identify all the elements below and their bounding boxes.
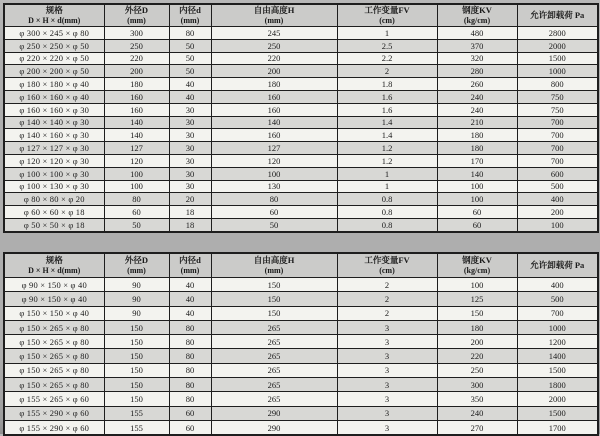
col-header-unit: (kg/cm) bbox=[463, 265, 491, 275]
col-header-unit: D × H × d(mm) bbox=[28, 265, 81, 275]
cell-allowable-load: 100 bbox=[517, 218, 598, 231]
cell-stiffness: 220 bbox=[437, 349, 517, 363]
cell-allowable-load: 400 bbox=[517, 278, 598, 292]
cell-working-travel: 1.2 bbox=[337, 154, 437, 167]
table-row bbox=[4, 154, 598, 167]
cell-outer-diameter: 220 bbox=[104, 52, 169, 65]
cell-inner-diameter: 50 bbox=[169, 39, 211, 52]
cell-spec: φ 160 × 160 × φ 30 bbox=[4, 103, 104, 116]
col-header-label: 内径d bbox=[179, 255, 201, 266]
cell-spec: φ 200 × 200 × φ 50 bbox=[4, 65, 104, 78]
col-header-unit: (kg/cm) bbox=[463, 15, 491, 25]
cell-stiffness: 60 bbox=[437, 206, 517, 219]
cell-working-travel: 1 bbox=[337, 167, 437, 180]
table-row bbox=[4, 65, 598, 78]
cell-free-height: 290 bbox=[211, 406, 337, 420]
cell-free-height: 160 bbox=[211, 129, 337, 142]
cell-inner-diameter: 80 bbox=[169, 320, 211, 334]
table-row bbox=[4, 27, 598, 40]
cell-working-travel: 2 bbox=[337, 278, 437, 292]
col-header-working-travel bbox=[337, 4, 437, 27]
col-header-label: 自由高度H bbox=[253, 5, 295, 16]
cell-working-travel: 2.2 bbox=[337, 52, 437, 65]
cell-working-travel: 3 bbox=[337, 363, 437, 377]
cell-outer-diameter: 150 bbox=[104, 320, 169, 334]
table-row bbox=[4, 335, 598, 349]
cell-outer-diameter: 150 bbox=[104, 349, 169, 363]
cell-spec: φ 180 × 180 × φ 40 bbox=[4, 78, 104, 91]
upper-spec-table-grid bbox=[3, 3, 599, 233]
cell-spec: φ 150 × 265 × φ 80 bbox=[4, 363, 104, 377]
cell-outer-diameter: 160 bbox=[104, 90, 169, 103]
cell-stiffness: 60 bbox=[437, 218, 517, 231]
table-row bbox=[4, 206, 598, 219]
table-row bbox=[4, 420, 598, 435]
cell-spec: φ 250 × 250 × φ 50 bbox=[4, 39, 104, 52]
cell-allowable-load: 500 bbox=[517, 292, 598, 306]
cell-outer-diameter: 200 bbox=[104, 65, 169, 78]
col-header-unit: (cm) bbox=[379, 15, 395, 25]
cell-outer-diameter: 150 bbox=[104, 363, 169, 377]
upper-spec-table bbox=[3, 3, 597, 233]
cell-stiffness: 170 bbox=[437, 154, 517, 167]
table-row bbox=[4, 363, 598, 377]
cell-spec: φ 150 × 265 × φ 80 bbox=[4, 335, 104, 349]
table-row bbox=[4, 278, 598, 292]
cell-allowable-load: 600 bbox=[517, 167, 598, 180]
col-header-outer-diameter bbox=[104, 4, 169, 27]
col-header-label: 工作变量FV bbox=[364, 5, 410, 16]
cell-inner-diameter: 30 bbox=[169, 167, 211, 180]
cell-outer-diameter: 100 bbox=[104, 167, 169, 180]
cell-inner-diameter: 30 bbox=[169, 129, 211, 142]
cell-free-height: 100 bbox=[211, 167, 337, 180]
table-row bbox=[4, 378, 598, 392]
col-header-label: 工作变量FV bbox=[364, 255, 410, 266]
table-body bbox=[4, 27, 598, 232]
col-header-unit: (mm) bbox=[264, 15, 284, 25]
cell-stiffness: 240 bbox=[437, 90, 517, 103]
table-row bbox=[4, 292, 598, 306]
cell-inner-diameter: 80 bbox=[169, 335, 211, 349]
cell-free-height: 265 bbox=[211, 335, 337, 349]
cell-allowable-load: 1000 bbox=[517, 65, 598, 78]
cell-stiffness: 240 bbox=[437, 406, 517, 420]
table-row bbox=[4, 39, 598, 52]
cell-allowable-load: 1200 bbox=[517, 335, 598, 349]
col-header-label: 允许卸载荷 Pa bbox=[530, 259, 585, 270]
table-row bbox=[4, 142, 598, 155]
cell-outer-diameter: 155 bbox=[104, 420, 169, 435]
cell-stiffness: 240 bbox=[437, 103, 517, 116]
col-header-unit: (mm) bbox=[180, 15, 200, 25]
cell-allowable-load: 750 bbox=[517, 90, 598, 103]
table-row bbox=[4, 129, 598, 142]
cell-stiffness: 180 bbox=[437, 142, 517, 155]
cell-working-travel: 1.6 bbox=[337, 103, 437, 116]
cell-allowable-load: 700 bbox=[517, 129, 598, 142]
table-row bbox=[4, 218, 598, 231]
col-header-label: 自由高度H bbox=[253, 255, 295, 266]
cell-spec: φ 90 × 150 × φ 40 bbox=[4, 278, 104, 292]
col-header-stiffness bbox=[437, 253, 517, 278]
cell-working-travel: 3 bbox=[337, 378, 437, 392]
cell-allowable-load: 700 bbox=[517, 154, 598, 167]
cell-inner-diameter: 80 bbox=[169, 27, 211, 40]
cell-working-travel: 2.5 bbox=[337, 39, 437, 52]
cell-stiffness: 150 bbox=[437, 306, 517, 320]
cell-inner-diameter: 40 bbox=[169, 292, 211, 306]
cell-spec: φ 100 × 130 × φ 30 bbox=[4, 180, 104, 193]
cell-outer-diameter: 160 bbox=[104, 103, 169, 116]
table-row bbox=[4, 103, 598, 116]
cell-outer-diameter: 150 bbox=[104, 378, 169, 392]
cell-free-height: 290 bbox=[211, 420, 337, 435]
cell-spec: φ 50 × 50 × φ 18 bbox=[4, 218, 104, 231]
col-header-allowable-load bbox=[517, 4, 598, 27]
cell-outer-diameter: 90 bbox=[104, 292, 169, 306]
cell-free-height: 265 bbox=[211, 320, 337, 334]
lower-spec-table-grid bbox=[3, 252, 599, 436]
cell-working-travel: 3 bbox=[337, 420, 437, 435]
col-header-inner-diameter bbox=[169, 253, 211, 278]
cell-free-height: 50 bbox=[211, 218, 337, 231]
cell-stiffness: 100 bbox=[437, 180, 517, 193]
cell-spec: φ 150 × 265 × φ 80 bbox=[4, 349, 104, 363]
cell-free-height: 60 bbox=[211, 206, 337, 219]
col-header-outer-diameter bbox=[104, 253, 169, 278]
cell-inner-diameter: 80 bbox=[169, 349, 211, 363]
cell-spec: φ 140 × 140 × φ 30 bbox=[4, 116, 104, 129]
cell-allowable-load: 200 bbox=[517, 206, 598, 219]
cell-free-height: 150 bbox=[211, 292, 337, 306]
cell-inner-diameter: 18 bbox=[169, 206, 211, 219]
table-row bbox=[4, 349, 598, 363]
cell-allowable-load: 700 bbox=[517, 116, 598, 129]
col-header-label: 规格 bbox=[45, 5, 63, 16]
cell-spec: φ 127 × 127 × φ 30 bbox=[4, 142, 104, 155]
cell-allowable-load: 2000 bbox=[517, 392, 598, 406]
cell-working-travel: 2 bbox=[337, 292, 437, 306]
col-header-unit: (mm) bbox=[127, 265, 146, 275]
table-row bbox=[4, 306, 598, 320]
cell-outer-diameter: 150 bbox=[104, 392, 169, 406]
cell-stiffness: 270 bbox=[437, 420, 517, 435]
cell-allowable-load: 2800 bbox=[517, 27, 598, 40]
cell-outer-diameter: 150 bbox=[104, 335, 169, 349]
cell-working-travel: 1.4 bbox=[337, 129, 437, 142]
cell-stiffness: 200 bbox=[437, 335, 517, 349]
cell-inner-diameter: 30 bbox=[169, 180, 211, 193]
col-header-label: 外径D bbox=[124, 5, 149, 16]
table-row bbox=[4, 193, 598, 206]
cell-free-height: 140 bbox=[211, 116, 337, 129]
col-header-unit: (mm) bbox=[264, 265, 284, 275]
cell-stiffness: 370 bbox=[437, 39, 517, 52]
cell-working-travel: 2 bbox=[337, 306, 437, 320]
table-row bbox=[4, 320, 598, 334]
cell-working-travel: 3 bbox=[337, 392, 437, 406]
cell-allowable-load: 2000 bbox=[517, 39, 598, 52]
table-row bbox=[4, 78, 598, 91]
cell-stiffness: 180 bbox=[437, 320, 517, 334]
table-body bbox=[4, 278, 598, 436]
cell-working-travel: 1.8 bbox=[337, 78, 437, 91]
cell-working-travel: 0.8 bbox=[337, 206, 437, 219]
cell-outer-diameter: 60 bbox=[104, 206, 169, 219]
cell-outer-diameter: 140 bbox=[104, 116, 169, 129]
cell-stiffness: 320 bbox=[437, 52, 517, 65]
col-header-inner-diameter bbox=[169, 4, 211, 27]
cell-outer-diameter: 140 bbox=[104, 129, 169, 142]
cell-spec: φ 140 × 160 × φ 30 bbox=[4, 129, 104, 142]
cell-allowable-load: 1400 bbox=[517, 349, 598, 363]
cell-allowable-load: 1700 bbox=[517, 420, 598, 435]
cell-inner-diameter: 30 bbox=[169, 142, 211, 155]
cell-spec: φ 150 × 150 × φ 40 bbox=[4, 306, 104, 320]
cell-stiffness: 250 bbox=[437, 363, 517, 377]
cell-spec: φ 150 × 265 × φ 80 bbox=[4, 320, 104, 334]
cell-spec: φ 155 × 290 × φ 60 bbox=[4, 420, 104, 435]
col-header-unit: (mm) bbox=[180, 265, 200, 275]
col-header-allowable-load bbox=[517, 253, 598, 278]
table-row bbox=[4, 90, 598, 103]
cell-free-height: 160 bbox=[211, 90, 337, 103]
cell-free-height: 127 bbox=[211, 142, 337, 155]
cell-working-travel: 3 bbox=[337, 406, 437, 420]
cell-spec: φ 155 × 265 × φ 60 bbox=[4, 392, 104, 406]
cell-stiffness: 300 bbox=[437, 378, 517, 392]
cell-free-height: 250 bbox=[211, 39, 337, 52]
cell-free-height: 265 bbox=[211, 349, 337, 363]
cell-spec: φ 160 × 160 × φ 40 bbox=[4, 90, 104, 103]
col-header-spec bbox=[4, 4, 104, 27]
cell-outer-diameter: 90 bbox=[104, 278, 169, 292]
col-header-spec bbox=[4, 253, 104, 278]
table-row bbox=[4, 116, 598, 129]
cell-inner-diameter: 50 bbox=[169, 52, 211, 65]
cell-allowable-load: 800 bbox=[517, 78, 598, 91]
cell-allowable-load: 1500 bbox=[517, 52, 598, 65]
cell-free-height: 265 bbox=[211, 363, 337, 377]
cell-working-travel: 1 bbox=[337, 180, 437, 193]
cell-spec: φ 80 × 80 × φ 20 bbox=[4, 193, 104, 206]
cell-outer-diameter: 100 bbox=[104, 180, 169, 193]
col-header-label: 钢度KV bbox=[462, 255, 492, 266]
col-header-unit: (mm) bbox=[127, 15, 146, 25]
col-header-unit: D × H × d(mm) bbox=[28, 15, 81, 25]
cell-inner-diameter: 30 bbox=[169, 116, 211, 129]
col-header-stiffness bbox=[437, 4, 517, 27]
col-header-unit: (cm) bbox=[379, 265, 395, 275]
cell-inner-diameter: 40 bbox=[169, 90, 211, 103]
cell-free-height: 150 bbox=[211, 306, 337, 320]
cell-allowable-load: 1800 bbox=[517, 378, 598, 392]
col-header-label: 规格 bbox=[45, 255, 63, 266]
cell-outer-diameter: 120 bbox=[104, 154, 169, 167]
col-header-label: 内径d bbox=[179, 5, 201, 16]
cell-stiffness: 280 bbox=[437, 65, 517, 78]
cell-working-travel: 3 bbox=[337, 349, 437, 363]
cell-allowable-load: 700 bbox=[517, 306, 598, 320]
col-header-label: 允许卸载荷 Pa bbox=[530, 9, 585, 20]
cell-inner-diameter: 40 bbox=[169, 306, 211, 320]
cell-free-height: 180 bbox=[211, 78, 337, 91]
cell-free-height: 265 bbox=[211, 392, 337, 406]
cell-inner-diameter: 20 bbox=[169, 193, 211, 206]
col-header-free-height bbox=[211, 4, 337, 27]
cell-working-travel: 1.2 bbox=[337, 142, 437, 155]
cell-free-height: 265 bbox=[211, 378, 337, 392]
cell-stiffness: 350 bbox=[437, 392, 517, 406]
cell-spec: φ 300 × 245 × φ 80 bbox=[4, 27, 104, 40]
cell-free-height: 80 bbox=[211, 193, 337, 206]
cell-free-height: 200 bbox=[211, 65, 337, 78]
cell-stiffness: 480 bbox=[437, 27, 517, 40]
cell-allowable-load: 1000 bbox=[517, 320, 598, 334]
cell-inner-diameter: 80 bbox=[169, 378, 211, 392]
cell-spec: φ 60 × 60 × φ 18 bbox=[4, 206, 104, 219]
cell-allowable-load: 400 bbox=[517, 193, 598, 206]
cell-free-height: 130 bbox=[211, 180, 337, 193]
cell-stiffness: 100 bbox=[437, 278, 517, 292]
cell-inner-diameter: 50 bbox=[169, 65, 211, 78]
cell-allowable-load: 700 bbox=[517, 142, 598, 155]
cell-stiffness: 140 bbox=[437, 167, 517, 180]
cell-inner-diameter: 30 bbox=[169, 154, 211, 167]
cell-outer-diameter: 80 bbox=[104, 193, 169, 206]
cell-inner-diameter: 80 bbox=[169, 392, 211, 406]
cell-outer-diameter: 300 bbox=[104, 27, 169, 40]
header-row bbox=[4, 4, 598, 27]
table-header bbox=[4, 253, 598, 278]
cell-spec: φ 150 × 265 × φ 80 bbox=[4, 378, 104, 392]
cell-outer-diameter: 50 bbox=[104, 218, 169, 231]
cell-inner-diameter: 18 bbox=[169, 218, 211, 231]
cell-outer-diameter: 155 bbox=[104, 406, 169, 420]
cell-allowable-load: 500 bbox=[517, 180, 598, 193]
table-row bbox=[4, 180, 598, 193]
cell-spec: φ 90 × 150 × φ 40 bbox=[4, 292, 104, 306]
cell-inner-diameter: 40 bbox=[169, 278, 211, 292]
cell-working-travel: 1.4 bbox=[337, 116, 437, 129]
cell-spec: φ 155 × 290 × φ 60 bbox=[4, 406, 104, 420]
cell-stiffness: 260 bbox=[437, 78, 517, 91]
cell-allowable-load: 750 bbox=[517, 103, 598, 116]
cell-outer-diameter: 90 bbox=[104, 306, 169, 320]
cell-working-travel: 0.8 bbox=[337, 218, 437, 231]
table-row bbox=[4, 167, 598, 180]
cell-stiffness: 180 bbox=[437, 129, 517, 142]
cell-spec: φ 120 × 120 × φ 30 bbox=[4, 154, 104, 167]
cell-inner-diameter: 40 bbox=[169, 78, 211, 91]
cell-stiffness: 125 bbox=[437, 292, 517, 306]
cell-outer-diameter: 180 bbox=[104, 78, 169, 91]
cell-inner-diameter: 60 bbox=[169, 406, 211, 420]
cell-free-height: 120 bbox=[211, 154, 337, 167]
cell-inner-diameter: 60 bbox=[169, 420, 211, 435]
col-header-free-height bbox=[211, 253, 337, 278]
col-header-label: 外径D bbox=[124, 255, 149, 266]
cell-stiffness: 210 bbox=[437, 116, 517, 129]
cell-stiffness: 100 bbox=[437, 193, 517, 206]
table-header bbox=[4, 4, 598, 27]
cell-free-height: 220 bbox=[211, 52, 337, 65]
cell-working-travel: 3 bbox=[337, 335, 437, 349]
cell-free-height: 245 bbox=[211, 27, 337, 40]
cell-working-travel: 1 bbox=[337, 27, 437, 40]
table-row bbox=[4, 406, 598, 420]
table-row bbox=[4, 392, 598, 406]
cell-inner-diameter: 80 bbox=[169, 363, 211, 377]
cell-outer-diameter: 127 bbox=[104, 142, 169, 155]
cell-working-travel: 2 bbox=[337, 65, 437, 78]
col-header-working-travel bbox=[337, 253, 437, 278]
cell-free-height: 160 bbox=[211, 103, 337, 116]
cell-spec: φ 100 × 100 × φ 30 bbox=[4, 167, 104, 180]
table-row bbox=[4, 52, 598, 65]
col-header-label: 钢度KV bbox=[462, 5, 492, 16]
cell-working-travel: 0.8 bbox=[337, 193, 437, 206]
cell-free-height: 150 bbox=[211, 278, 337, 292]
cell-outer-diameter: 250 bbox=[104, 39, 169, 52]
cell-working-travel: 3 bbox=[337, 320, 437, 334]
cell-spec: φ 220 × 220 × φ 50 bbox=[4, 52, 104, 65]
cell-inner-diameter: 30 bbox=[169, 103, 211, 116]
cell-working-travel: 1.6 bbox=[337, 90, 437, 103]
lower-spec-table bbox=[3, 252, 597, 436]
cell-allowable-load: 1500 bbox=[517, 363, 598, 377]
cell-allowable-load: 1500 bbox=[517, 406, 598, 420]
header-row bbox=[4, 253, 598, 278]
